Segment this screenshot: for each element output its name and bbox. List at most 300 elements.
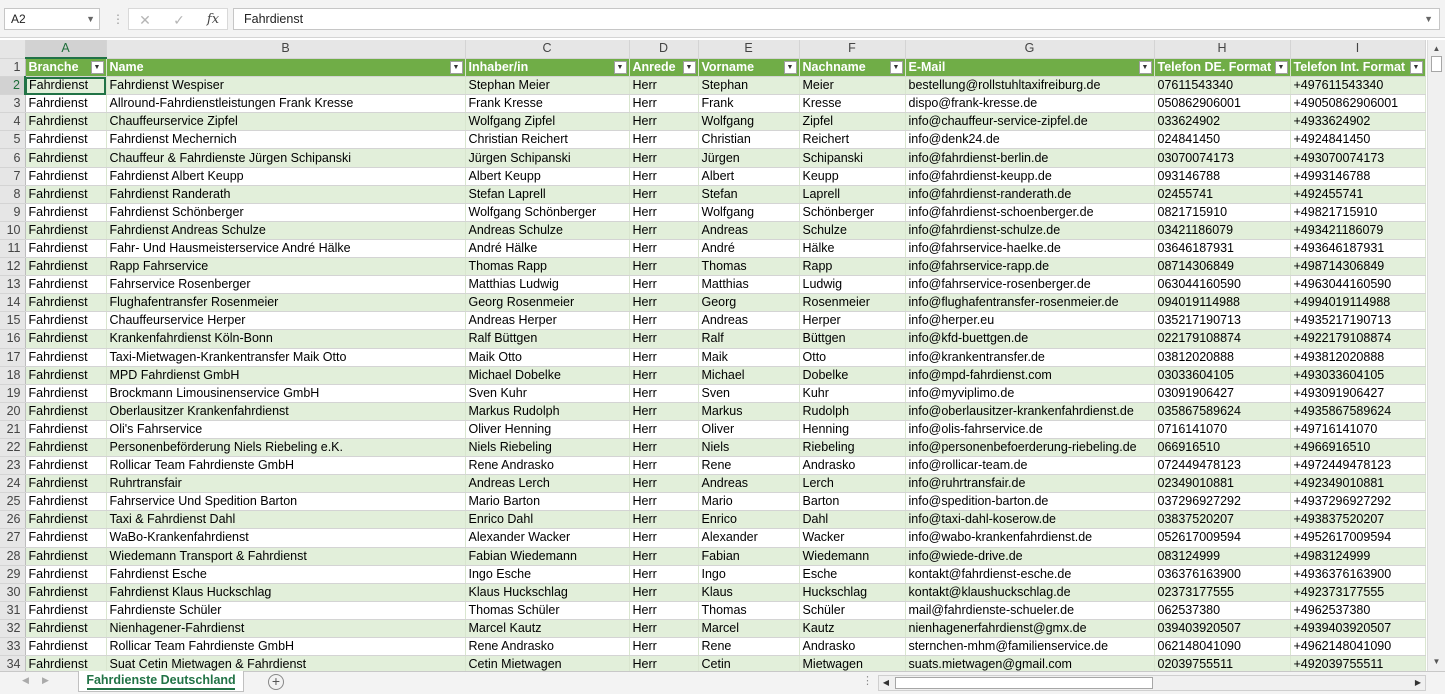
cell[interactable]: Andrasko bbox=[799, 638, 905, 656]
cell[interactable]: Fahrdienst bbox=[25, 276, 106, 294]
row-header[interactable]: 9 bbox=[0, 203, 25, 221]
cell[interactable]: Cetin Mietwagen bbox=[465, 656, 629, 671]
cell[interactable]: suats.mietwagen@gmail.com bbox=[905, 656, 1154, 671]
cell[interactable]: Fahrdienst bbox=[25, 438, 106, 456]
enter-icon[interactable]: ✓ bbox=[173, 12, 185, 28]
cell[interactable]: info@mpd-fahrdienst.com bbox=[905, 366, 1154, 384]
cell[interactable]: Andrasko bbox=[799, 457, 905, 475]
row-header[interactable]: 27 bbox=[0, 529, 25, 547]
row-header[interactable]: 17 bbox=[0, 348, 25, 366]
cell[interactable]: 037296927292 bbox=[1154, 493, 1290, 511]
cell[interactable]: Sven bbox=[698, 384, 799, 402]
row-header[interactable]: 18 bbox=[0, 366, 25, 384]
cell[interactable]: Büttgen bbox=[799, 330, 905, 348]
cell[interactable]: Ralf bbox=[698, 330, 799, 348]
row-header[interactable]: 33 bbox=[0, 638, 25, 656]
cell[interactable]: Stephan Meier bbox=[465, 77, 629, 95]
scroll-up-icon[interactable]: ▲ bbox=[1432, 44, 1441, 53]
expand-formula-icon[interactable]: ▼ bbox=[1424, 14, 1433, 24]
cell[interactable]: Andreas Herper bbox=[465, 312, 629, 330]
cell[interactable]: Jürgen bbox=[698, 149, 799, 167]
cell[interactable]: kontakt@fahrdienst-esche.de bbox=[905, 565, 1154, 583]
cell[interactable]: Fahrdienst bbox=[25, 475, 106, 493]
cell[interactable]: info@myviplimo.de bbox=[905, 384, 1154, 402]
cell[interactable]: Herr bbox=[629, 656, 698, 671]
add-sheet-icon[interactable]: + bbox=[268, 674, 284, 690]
cell[interactable]: Fahrdienst Albert Keupp bbox=[106, 167, 465, 185]
cell[interactable]: info@fahrservice-rapp.de bbox=[905, 258, 1154, 276]
cell[interactable]: Fahrdienst bbox=[25, 312, 106, 330]
cell[interactable]: Herr bbox=[629, 294, 698, 312]
cell[interactable]: 03837520207 bbox=[1154, 511, 1290, 529]
cell[interactable]: Flughafentransfer Rosenmeier bbox=[106, 294, 465, 312]
cell[interactable]: Fahrdienste Schüler bbox=[106, 601, 465, 619]
cell[interactable]: +4962148041090 bbox=[1290, 638, 1425, 656]
cell[interactable]: Fahrdienst Randerath bbox=[106, 185, 465, 203]
column-header-a[interactable]: A bbox=[25, 40, 106, 58]
cell[interactable]: Personenbeförderung Niels Riebeling e.K. bbox=[106, 438, 465, 456]
row-header[interactable]: 22 bbox=[0, 438, 25, 456]
cell[interactable]: Herr bbox=[629, 276, 698, 294]
cell[interactable]: Niels Riebeling bbox=[465, 438, 629, 456]
filter-dropdown-icon[interactable]: ▼ bbox=[450, 61, 463, 74]
row-header[interactable]: 24 bbox=[0, 475, 25, 493]
cell[interactable]: Fahrservice Und Spedition Barton bbox=[106, 493, 465, 511]
drag-handle-icon[interactable]: ⋮ bbox=[112, 12, 124, 26]
cell[interactable]: Ludwig bbox=[799, 276, 905, 294]
cell[interactable]: Kresse bbox=[799, 95, 905, 113]
cell[interactable]: info@ruhrtransfair.de bbox=[905, 475, 1154, 493]
cell[interactable]: Wolfgang Schönberger bbox=[465, 203, 629, 221]
row-header[interactable]: 7 bbox=[0, 167, 25, 185]
cell[interactable]: Christian bbox=[698, 131, 799, 149]
cell[interactable]: Reichert bbox=[799, 131, 905, 149]
cell[interactable]: Dahl bbox=[799, 511, 905, 529]
cell[interactable]: +4962537380 bbox=[1290, 601, 1425, 619]
cell[interactable]: Herper bbox=[799, 312, 905, 330]
cell[interactable]: Esche bbox=[799, 565, 905, 583]
cell[interactable]: 072449478123 bbox=[1154, 457, 1290, 475]
cell[interactable]: Chauffeurservice Zipfel bbox=[106, 113, 465, 131]
cell[interactable]: +4933624902 bbox=[1290, 113, 1425, 131]
cell[interactable]: Michael bbox=[698, 366, 799, 384]
cell[interactable]: Schipanski bbox=[799, 149, 905, 167]
cell[interactable]: Fahrdienst Klaus Huckschlag bbox=[106, 583, 465, 601]
cell[interactable]: Wacker bbox=[799, 529, 905, 547]
cell[interactable]: 03812020888 bbox=[1154, 348, 1290, 366]
cell[interactable]: Rudolph bbox=[799, 402, 905, 420]
cell[interactable]: Cetin bbox=[698, 656, 799, 671]
cell[interactable]: +492455741 bbox=[1290, 185, 1425, 203]
cell[interactable]: +4937296927292 bbox=[1290, 493, 1425, 511]
cell[interactable]: Laprell bbox=[799, 185, 905, 203]
cell[interactable]: Schulze bbox=[799, 221, 905, 239]
cell[interactable]: Herr bbox=[629, 511, 698, 529]
column-title-cell[interactable] bbox=[465, 58, 629, 77]
cell[interactable]: Oberlausitzer Krankenfahrdienst bbox=[106, 402, 465, 420]
cell[interactable]: info@herper.eu bbox=[905, 312, 1154, 330]
vertical-scrollbar[interactable] bbox=[1427, 40, 1445, 671]
cell[interactable]: info@rollicar-team.de bbox=[905, 457, 1154, 475]
cell[interactable]: Rosenmeier bbox=[799, 294, 905, 312]
cell[interactable]: Fahrdienst bbox=[25, 420, 106, 438]
cell[interactable]: 050862906001 bbox=[1154, 95, 1290, 113]
cell[interactable]: +4935867589624 bbox=[1290, 402, 1425, 420]
cell[interactable]: +4936376163900 bbox=[1290, 565, 1425, 583]
cell[interactable]: Herr bbox=[629, 565, 698, 583]
cell[interactable]: Rollicar Team Fahrdienste GmbH bbox=[106, 638, 465, 656]
row-header[interactable]: 31 bbox=[0, 601, 25, 619]
column-header-g[interactable]: G bbox=[905, 40, 1154, 58]
row-header[interactable]: 21 bbox=[0, 420, 25, 438]
cell[interactable]: +4993146788 bbox=[1290, 167, 1425, 185]
cell[interactable]: Andreas Schulze bbox=[465, 221, 629, 239]
row-header[interactable]: 6 bbox=[0, 149, 25, 167]
cell[interactable]: Fahrdienst bbox=[25, 258, 106, 276]
cell[interactable]: Herr bbox=[629, 239, 698, 257]
cell[interactable]: Otto bbox=[799, 348, 905, 366]
cell[interactable]: 036376163900 bbox=[1154, 565, 1290, 583]
cell[interactable]: Herr bbox=[629, 366, 698, 384]
cell[interactable]: Herr bbox=[629, 638, 698, 656]
cell[interactable]: 022179108874 bbox=[1154, 330, 1290, 348]
cell[interactable]: Fahrdienst bbox=[25, 656, 106, 671]
horizontal-scroll-thumb[interactable] bbox=[895, 677, 1153, 689]
cell[interactable]: Herr bbox=[629, 312, 698, 330]
spreadsheet-grid[interactable] bbox=[0, 40, 1427, 671]
cell[interactable]: +4966916510 bbox=[1290, 438, 1425, 456]
cell[interactable]: +4924841450 bbox=[1290, 131, 1425, 149]
cell[interactable]: info@fahrdienst-schoenberger.de bbox=[905, 203, 1154, 221]
cell[interactable]: Fahrdienst bbox=[25, 113, 106, 131]
cell[interactable]: Krankenfahrdienst Köln-Bonn bbox=[106, 330, 465, 348]
cell[interactable]: Fahrdienst bbox=[25, 583, 106, 601]
cell[interactable]: Kuhr bbox=[799, 384, 905, 402]
cell[interactable]: Herr bbox=[629, 583, 698, 601]
cell[interactable]: Wiedemann bbox=[799, 547, 905, 565]
column-header-b[interactable]: B bbox=[106, 40, 465, 58]
scroll-right-icon[interactable]: ▶ bbox=[1414, 678, 1422, 687]
row-header[interactable]: 10 bbox=[0, 221, 25, 239]
column-title-cell[interactable] bbox=[905, 58, 1154, 77]
cell[interactable]: Herr bbox=[629, 547, 698, 565]
cell[interactable]: 02349010881 bbox=[1154, 475, 1290, 493]
cell[interactable]: Fahrdienst bbox=[25, 131, 106, 149]
cell[interactable]: Fahrdienst bbox=[25, 565, 106, 583]
cell[interactable]: +493033604105 bbox=[1290, 366, 1425, 384]
cell[interactable]: +4983124999 bbox=[1290, 547, 1425, 565]
cell[interactable]: Herr bbox=[629, 601, 698, 619]
cell[interactable]: Herr bbox=[629, 402, 698, 420]
row-header[interactable]: 26 bbox=[0, 511, 25, 529]
cell[interactable]: +49050862906001 bbox=[1290, 95, 1425, 113]
select-all-corner[interactable] bbox=[0, 40, 25, 58]
cell[interactable]: Rene bbox=[698, 638, 799, 656]
cell[interactable]: André bbox=[698, 239, 799, 257]
cell[interactable]: +497611543340 bbox=[1290, 77, 1425, 95]
cell[interactable]: Herr bbox=[629, 131, 698, 149]
filter-dropdown-icon[interactable]: ▼ bbox=[1275, 61, 1288, 74]
column-header-e[interactable]: E bbox=[698, 40, 799, 58]
cell[interactable]: Ingo Esche bbox=[465, 565, 629, 583]
row-header[interactable]: 16 bbox=[0, 330, 25, 348]
insert-function-icon[interactable]: fx bbox=[206, 12, 220, 27]
column-header-c[interactable]: C bbox=[465, 40, 629, 58]
cell[interactable]: 03033604105 bbox=[1154, 366, 1290, 384]
cell[interactable]: info@kfd-buettgen.de bbox=[905, 330, 1154, 348]
cell[interactable]: Chauffeurservice Herper bbox=[106, 312, 465, 330]
cell[interactable]: Mario bbox=[698, 493, 799, 511]
cell[interactable]: Markus Rudolph bbox=[465, 402, 629, 420]
cell[interactable]: Albert Keupp bbox=[465, 167, 629, 185]
cell[interactable]: Fahr- Und Hausmeisterservice André Hälke bbox=[106, 239, 465, 257]
cell[interactable]: 066916510 bbox=[1154, 438, 1290, 456]
cell[interactable]: 035217190713 bbox=[1154, 312, 1290, 330]
cell[interactable]: Thomas Rapp bbox=[465, 258, 629, 276]
cell[interactable]: Fahrdienst bbox=[25, 330, 106, 348]
cell[interactable]: Fahrdienst bbox=[25, 601, 106, 619]
row-header[interactable]: 23 bbox=[0, 457, 25, 475]
cell[interactable]: Klaus bbox=[698, 583, 799, 601]
cell[interactable]: Fahrdienst bbox=[25, 95, 106, 113]
cell[interactable]: Michael Dobelke bbox=[465, 366, 629, 384]
cell[interactable]: +492373177555 bbox=[1290, 583, 1425, 601]
column-header-i[interactable]: I bbox=[1290, 40, 1425, 58]
cell[interactable]: info@denk24.de bbox=[905, 131, 1154, 149]
cell[interactable]: dispo@frank-kresse.de bbox=[905, 95, 1154, 113]
row-header[interactable]: 28 bbox=[0, 547, 25, 565]
cell[interactable]: Fahrdienst bbox=[25, 529, 106, 547]
cell[interactable]: Rapp bbox=[799, 258, 905, 276]
cell[interactable]: Stephan bbox=[698, 77, 799, 95]
cell[interactable]: Fahrdienst bbox=[25, 402, 106, 420]
cell[interactable]: Ingo bbox=[698, 565, 799, 583]
cell[interactable]: Marcel bbox=[698, 619, 799, 637]
next-sheet-icon[interactable]: ▶ bbox=[42, 675, 49, 685]
cell[interactable]: Herr bbox=[629, 619, 698, 637]
cell[interactable]: Lerch bbox=[799, 475, 905, 493]
column-header-h[interactable]: H bbox=[1154, 40, 1290, 58]
cell[interactable]: Rene Andrasko bbox=[465, 457, 629, 475]
row-header[interactable]: 14 bbox=[0, 294, 25, 312]
cell[interactable]: Ruhrtransfair bbox=[106, 475, 465, 493]
cell[interactable]: Fabian bbox=[698, 547, 799, 565]
row-header[interactable]: 1 bbox=[0, 58, 25, 77]
cell[interactable]: +493070074173 bbox=[1290, 149, 1425, 167]
cell[interactable]: Fahrdienst bbox=[25, 638, 106, 656]
cell[interactable]: +49716141070 bbox=[1290, 420, 1425, 438]
cell[interactable]: info@wabo-krankenfahrdienst.de bbox=[905, 529, 1154, 547]
cell[interactable]: Enrico bbox=[698, 511, 799, 529]
cell[interactable]: info@krankentransfer.de bbox=[905, 348, 1154, 366]
cell[interactable]: 02373177555 bbox=[1154, 583, 1290, 601]
cell[interactable]: Fahrservice Rosenberger bbox=[106, 276, 465, 294]
cell[interactable]: info@fahrdienst-randerath.de bbox=[905, 185, 1154, 203]
cell[interactable]: Schönberger bbox=[799, 203, 905, 221]
cell[interactable]: info@fahrdienst-berlin.de bbox=[905, 149, 1154, 167]
cell[interactable]: 094019114988 bbox=[1154, 294, 1290, 312]
cell[interactable]: Allround-Fahrdienstleistungen Frank Kresse bbox=[106, 95, 465, 113]
cell[interactable]: info@flughafentransfer-rosenmeier.de bbox=[905, 294, 1154, 312]
column-header-f[interactable]: F bbox=[799, 40, 905, 58]
cell[interactable]: Herr bbox=[629, 258, 698, 276]
scroll-down-icon[interactable]: ▼ bbox=[1432, 657, 1441, 666]
cell[interactable]: Fahrdienst Mechernich bbox=[106, 131, 465, 149]
cell[interactable]: 0716141070 bbox=[1154, 420, 1290, 438]
cell[interactable]: Andreas bbox=[698, 312, 799, 330]
cell[interactable]: 07611543340 bbox=[1154, 77, 1290, 95]
filter-dropdown-icon[interactable]: ▼ bbox=[1410, 61, 1423, 74]
row-header[interactable]: 11 bbox=[0, 239, 25, 257]
filter-dropdown-icon[interactable]: ▼ bbox=[784, 61, 797, 74]
cell[interactable]: Frank Kresse bbox=[465, 95, 629, 113]
cell[interactable]: Fahrdienst bbox=[25, 511, 106, 529]
row-header[interactable]: 25 bbox=[0, 493, 25, 511]
cell[interactable]: Herr bbox=[629, 529, 698, 547]
cell[interactable]: Fahrdienst bbox=[25, 185, 106, 203]
row-header[interactable]: 34 bbox=[0, 656, 25, 671]
cell[interactable]: 03091906427 bbox=[1154, 384, 1290, 402]
prev-sheet-icon[interactable]: ◀ bbox=[22, 675, 29, 685]
cell[interactable]: Thomas bbox=[698, 258, 799, 276]
cell[interactable]: info@chauffeur-service-zipfel.de bbox=[905, 113, 1154, 131]
cell[interactable]: Nienhagener-Fahrdienst bbox=[106, 619, 465, 637]
cell[interactable]: Rene bbox=[698, 457, 799, 475]
row-header[interactable]: 29 bbox=[0, 565, 25, 583]
row-header[interactable]: 8 bbox=[0, 185, 25, 203]
cell[interactable]: Thomas bbox=[698, 601, 799, 619]
cell[interactable]: Georg Rosenmeier bbox=[465, 294, 629, 312]
cell[interactable]: info@wiede-drive.de bbox=[905, 547, 1154, 565]
cell[interactable]: Herr bbox=[629, 221, 698, 239]
name-box[interactable] bbox=[4, 8, 100, 30]
row-header[interactable]: 30 bbox=[0, 583, 25, 601]
cell[interactable]: Ralf Büttgen bbox=[465, 330, 629, 348]
cell[interactable]: Taxi & Fahrdienst Dahl bbox=[106, 511, 465, 529]
cell[interactable]: Alexander bbox=[698, 529, 799, 547]
cell[interactable]: Herr bbox=[629, 185, 698, 203]
cell[interactable]: 0821715910 bbox=[1154, 203, 1290, 221]
cell[interactable]: Andreas bbox=[698, 475, 799, 493]
cell[interactable]: Herr bbox=[629, 167, 698, 185]
cell[interactable]: Schüler bbox=[799, 601, 905, 619]
cell[interactable]: 033624902 bbox=[1154, 113, 1290, 131]
cell[interactable]: Suat Cetin Mietwagen & Fahrdienst bbox=[106, 656, 465, 671]
cell[interactable]: Dobelke bbox=[799, 366, 905, 384]
row-header[interactable]: 2 bbox=[0, 77, 25, 95]
cell[interactable]: 052617009594 bbox=[1154, 529, 1290, 547]
cell[interactable]: Fahrdienst Schönberger bbox=[106, 203, 465, 221]
cell[interactable]: Stefan Laprell bbox=[465, 185, 629, 203]
cell[interactable]: Wolfgang bbox=[698, 203, 799, 221]
cell[interactable]: Herr bbox=[629, 420, 698, 438]
cell[interactable]: 08714306849 bbox=[1154, 258, 1290, 276]
horizontal-scrollbar[interactable] bbox=[878, 675, 1426, 691]
cell[interactable]: bestellung@rollstuhltaxifreiburg.de bbox=[905, 77, 1154, 95]
cell[interactable]: André Hälke bbox=[465, 239, 629, 257]
cell[interactable]: 02455741 bbox=[1154, 185, 1290, 203]
cell[interactable]: Brockmann Limousinenservice GmbH bbox=[106, 384, 465, 402]
cancel-icon[interactable]: ✕ bbox=[139, 12, 151, 28]
cell[interactable]: Wolfgang bbox=[698, 113, 799, 131]
filter-dropdown-icon[interactable]: ▼ bbox=[1139, 61, 1152, 74]
cell[interactable]: MPD Fahrdienst GmbH bbox=[106, 366, 465, 384]
cell[interactable]: +493837520207 bbox=[1290, 511, 1425, 529]
filter-dropdown-icon[interactable]: ▼ bbox=[614, 61, 627, 74]
cell[interactable]: Herr bbox=[629, 77, 698, 95]
cell[interactable]: Fahrdienst bbox=[25, 203, 106, 221]
cell[interactable]: +492039755511 bbox=[1290, 656, 1425, 671]
cell[interactable]: Herr bbox=[629, 95, 698, 113]
column-title-cell[interactable] bbox=[25, 58, 106, 77]
cell[interactable]: 03070074173 bbox=[1154, 149, 1290, 167]
cell[interactable]: Zipfel bbox=[799, 113, 905, 131]
cell[interactable]: Mietwagen bbox=[799, 656, 905, 671]
cell[interactable]: info@fahrservice-haelke.de bbox=[905, 239, 1154, 257]
formula-input[interactable] bbox=[233, 8, 1440, 30]
cell[interactable]: Christian Reichert bbox=[465, 131, 629, 149]
cell[interactable]: Herr bbox=[629, 457, 698, 475]
cell[interactable]: Kautz bbox=[799, 619, 905, 637]
cell[interactable]: +4935217190713 bbox=[1290, 312, 1425, 330]
cell[interactable]: mail@fahrdienste-schueler.de bbox=[905, 601, 1154, 619]
cell[interactable]: Keupp bbox=[799, 167, 905, 185]
cell[interactable]: Henning bbox=[799, 420, 905, 438]
cell[interactable]: Fahrdienst bbox=[25, 384, 106, 402]
cell[interactable]: Herr bbox=[629, 384, 698, 402]
row-header[interactable]: 19 bbox=[0, 384, 25, 402]
cell[interactable]: info@personenbefoerderung-riebeling.de bbox=[905, 438, 1154, 456]
cell[interactable]: nienhagenerfahrdienst@gmx.de bbox=[905, 619, 1154, 637]
cell[interactable]: Fahrdienst bbox=[25, 167, 106, 185]
row-header[interactable]: 13 bbox=[0, 276, 25, 294]
cell[interactable]: 062148041090 bbox=[1154, 638, 1290, 656]
column-title-cell[interactable] bbox=[629, 58, 698, 77]
chevron-down-icon[interactable]: ▼ bbox=[86, 14, 95, 24]
cell[interactable]: info@olis-fahrservice.de bbox=[905, 420, 1154, 438]
cell[interactable]: Fabian Wiedemann bbox=[465, 547, 629, 565]
cell[interactable]: info@fahrservice-rosenberger.de bbox=[905, 276, 1154, 294]
cell[interactable]: +4963044160590 bbox=[1290, 276, 1425, 294]
cell[interactable]: +492349010881 bbox=[1290, 475, 1425, 493]
cell[interactable]: Marcel Kautz bbox=[465, 619, 629, 637]
cell[interactable]: kontakt@klaushuckschlag.de bbox=[905, 583, 1154, 601]
cell[interactable]: Fahrdienst bbox=[25, 221, 106, 239]
cell[interactable]: Herr bbox=[629, 330, 698, 348]
cell[interactable]: Alexander Wacker bbox=[465, 529, 629, 547]
cell[interactable]: 024841450 bbox=[1154, 131, 1290, 149]
cell[interactable]: Georg bbox=[698, 294, 799, 312]
row-header[interactable]: 12 bbox=[0, 258, 25, 276]
cell[interactable]: Hälke bbox=[799, 239, 905, 257]
scroll-left-icon[interactable]: ◀ bbox=[882, 678, 890, 687]
cell[interactable]: Fahrdienst bbox=[25, 239, 106, 257]
cell[interactable]: Albert bbox=[698, 167, 799, 185]
row-header[interactable]: 15 bbox=[0, 312, 25, 330]
cell[interactable]: 093146788 bbox=[1154, 167, 1290, 185]
cell[interactable]: Barton bbox=[799, 493, 905, 511]
cell[interactable]: Fahrdienst bbox=[25, 294, 106, 312]
row-header[interactable]: 3 bbox=[0, 95, 25, 113]
row-header[interactable]: 5 bbox=[0, 131, 25, 149]
cell[interactable]: Herr bbox=[629, 203, 698, 221]
filter-dropdown-icon[interactable]: ▼ bbox=[683, 61, 696, 74]
cell[interactable]: 062537380 bbox=[1154, 601, 1290, 619]
cell[interactable]: Herr bbox=[629, 438, 698, 456]
cell[interactable]: Maik bbox=[698, 348, 799, 366]
cell[interactable]: Herr bbox=[629, 493, 698, 511]
cell[interactable]: +49821715910 bbox=[1290, 203, 1425, 221]
